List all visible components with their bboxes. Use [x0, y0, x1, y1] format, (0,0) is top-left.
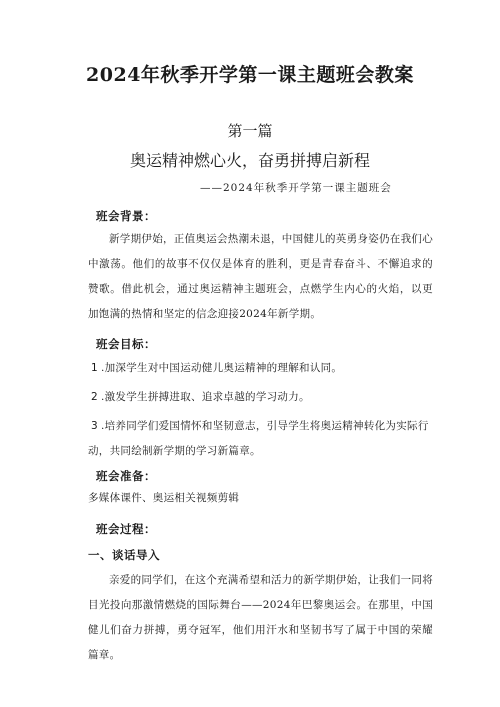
background-paragraph: 新学期伊始，正值奥运会热潮未退，中国健儿的英勇身姿仍在我们心中激荡。他们的故事不仅仅是体育的胜利，更是青春奋斗、不懈追求的赞歌。借此机会，通过奥运精神主题班会，点燃学生内心的火焰，以更加饱满的热情和坚定的信念迎接2024年新学期。: [88, 233, 433, 320]
document-title: 2024年秋季开学第一课主题班会教案: [86, 64, 414, 86]
process-subheading: 一、谈话导入: [88, 548, 160, 562]
goal-item-text: .培养同学们爱国情怀和坚韧意志，引导学生将奥运精神转化为实际行动，共同绘制新学期的学习新篇章。: [88, 420, 429, 457]
section-heading-goals: 班会目标：: [96, 337, 156, 351]
goal-item-2: [88, 385, 433, 410]
goal-item-text: .激发学生拼搏进取、追求卓越的学习动力。: [100, 391, 310, 403]
goal-item-1: [88, 356, 433, 381]
document-subtitle: 奥运精神燃心火，奋勇拼搏启新程: [129, 151, 370, 170]
section-heading-preparation: 班会准备：: [96, 469, 156, 483]
goal-item-number: 1: [91, 362, 98, 374]
document-byline: ——2024年秋季开学第一课主题班会: [200, 182, 392, 194]
goal-item-number: 3: [91, 420, 98, 432]
section-heading-background: 班会背景：: [96, 209, 156, 223]
goal-item-text: .加深学生对中国运动健儿奥运精神的理解和认同。: [100, 362, 343, 374]
process-paragraph: 亲爱的同学们，在这个充满希望和活力的新学期伊始，让我们一同将目光投向那激情燃烧的国际舞台——2024年巴黎奥运会。在那里，中国健儿们奋力拼搏，勇夺冠军，他们用汗水和坚韧书写了属于中国的荣耀篇章。: [88, 574, 433, 661]
goal-item-3: [88, 414, 433, 464]
goal-item-number: 2: [91, 391, 98, 403]
preparation-text: 多媒体课件、奥运相关视频剪辑: [88, 492, 240, 504]
section-heading-process: 班会过程：: [96, 522, 156, 536]
part-label: 第一篇: [227, 122, 273, 140]
